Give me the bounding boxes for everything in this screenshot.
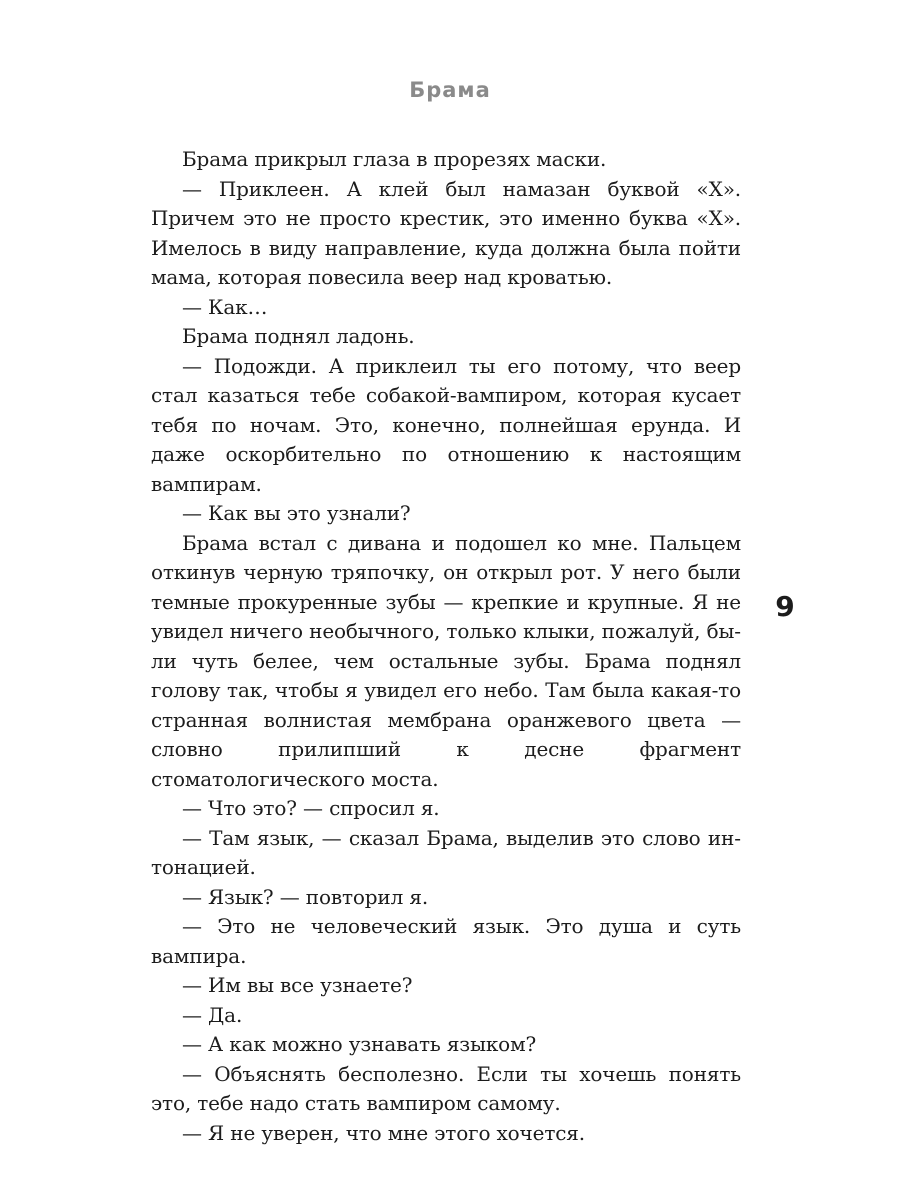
book-page-text xyxy=(151,145,741,1148)
paragraph: — Подожди. А приклеил ты его потому, что веер стал казаться тебе собакой-вампиром, которая кусает тебя по ночам. Это, конечно, полнейшая ерунда. И даже оскорбительно по отношению к настоящим вампирам. xyxy=(151,353,741,496)
page-number: 9 xyxy=(775,590,795,623)
paragraph: — Я не уверен, что мне этого хочется. xyxy=(182,1120,585,1145)
paragraph: — Что это? — спросил я. xyxy=(182,796,440,820)
paragraph: — Язык? — повторил я. xyxy=(182,884,429,909)
running-title: Брама xyxy=(409,78,491,102)
paragraph: — Объяснять бесполезно. Если ты хочешь понять это, тебе надо стать вампиром самому. xyxy=(151,1061,741,1115)
paragraph: Брама прикрыл глаза в прорезях маски. xyxy=(182,147,607,171)
paragraph: — Им вы все узнаете? xyxy=(182,973,413,997)
paragraph: — Там язык, — сказал Брама, выделив это слово интонацией. xyxy=(151,825,741,879)
paragraph: Брама встал с дивана и подошел ко мне. Пальцем откинув черную тряпочку, он открыл рот. У него были темные прокуренные зубы — крепкие и крупные. Я не увидел ничего необычного, только клыки, пожалуй, были чуть белее, чем остальные зубы. Брама поднял голову так, чтобы я увидел его небо. Там была какая-то странная волнистая мембрана оранжевого цвета — словно прилипший к десне фрагмент стоматологического моста. xyxy=(151,530,741,791)
paragraph: — Как… xyxy=(182,294,268,319)
paragraph: Брама поднял ладонь. xyxy=(182,324,415,348)
paragraph: — А как можно узнавать языком? xyxy=(182,1032,537,1056)
paragraph: — Это не человеческий язык. Это душа и суть вампира. xyxy=(151,914,741,968)
paragraph: — Да. xyxy=(182,1002,243,1027)
paragraph: — Приклеен. А клей был намазан буквой «Х». Причем это не просто крестик, это именно буква «Х». Имелось в виду направление, куда должна была пойти мама, которая повесила веер над кроватью. xyxy=(151,176,741,289)
paragraph: — Как вы это узнали? xyxy=(182,501,411,525)
